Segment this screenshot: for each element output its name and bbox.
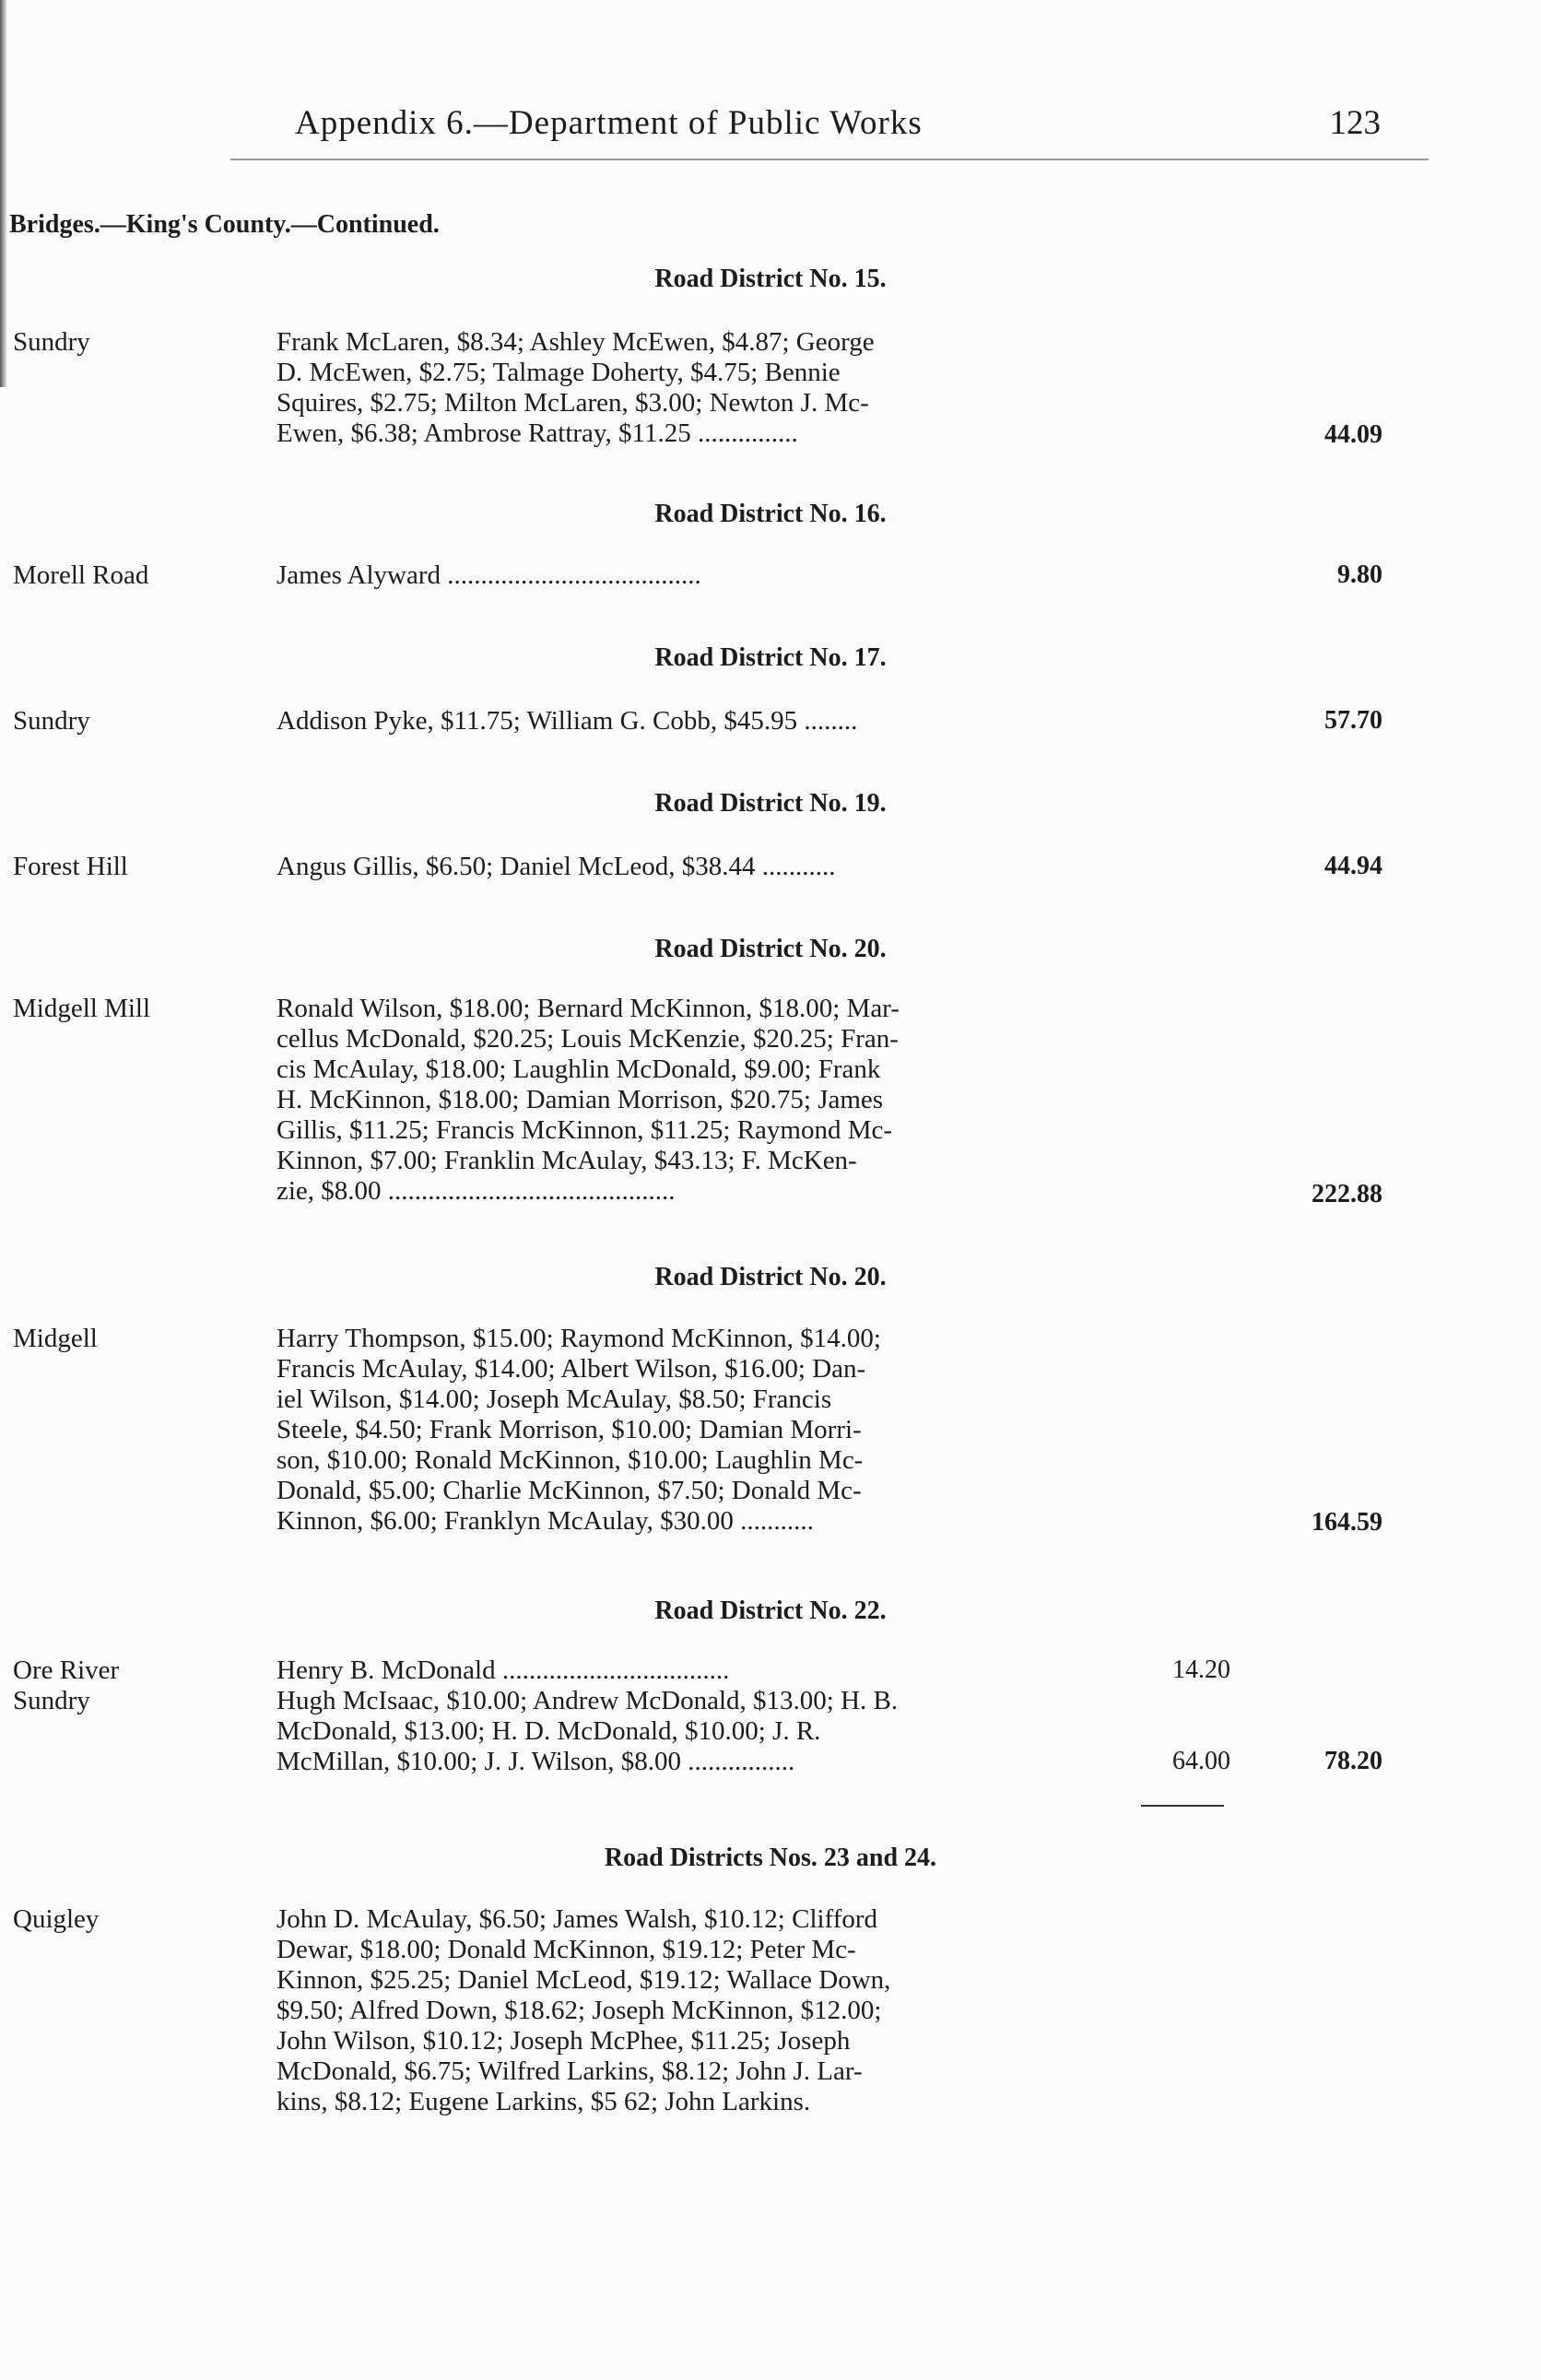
entry-line: Hugh McIsaac, $10.00; Andrew McDonald, $13.00; H. B.	[276, 1686, 899, 1715]
running-title: Appendix 6.—Department of Public Works	[295, 104, 923, 142]
entry-line: Henry B. McDonald ..................................	[276, 1655, 730, 1685]
district-heading: Road District No. 20.	[654, 1263, 887, 1291]
page-edge-shadow	[0, 0, 7, 387]
location-label: Midgell	[13, 1324, 98, 1353]
entry-line: Steele, $4.50; Frank Morrison, $10.00; Damian Morri-	[276, 1415, 862, 1444]
district-heading: Road District No. 17.	[654, 643, 887, 672]
entry-text	[276, 852, 1124, 882]
total-amount: 57.70	[1324, 706, 1382, 735]
entry-line: Frank McLaren, $8.34; Ashley McEwen, $4.87; George	[276, 327, 875, 357]
entry-line: John Wilson, $10.12; Joseph McPhee, $11.25; Joseph	[276, 2026, 851, 2056]
entry-line: Angus Gillis, $6.50; Daniel McLeod, $38.44 ...........	[276, 852, 836, 881]
district-heading: Road District No. 15.	[654, 265, 887, 293]
entry-line: Ewen, $6.38; Ambrose Rattray, $11.25 ...............	[276, 418, 798, 448]
entry-text	[276, 1324, 1124, 1537]
header-rule	[230, 159, 1429, 160]
total-amount: 44.09	[1324, 420, 1382, 449]
location-label: Sundry	[13, 706, 90, 736]
entry-text	[276, 1655, 1124, 1777]
page-number: 123	[1329, 104, 1381, 142]
district-heading: Road District No. 22.	[654, 1596, 887, 1625]
subtotal-rule	[1141, 1805, 1224, 1807]
total-amount: 9.80	[1337, 560, 1382, 589]
entry-line: McDonald, $6.75; Wilfred Larkins, $8.12; John J. Lar-	[276, 2056, 863, 2086]
location-label: Quigley	[13, 1904, 100, 1934]
entry-line: Ronald Wilson, $18.00; Bernard McKinnon, $18.00; Mar-	[276, 994, 900, 1023]
district-heading: Road District No. 16.	[654, 500, 887, 528]
entry-line: Kinnon, $25.25; Daniel McLeod, $19.12; Wallace Down,	[276, 1965, 891, 1995]
entry-line: McMillan, $10.00; J. J. Wilson, $8.00 ................	[276, 1747, 795, 1776]
entry-line: iel Wilson, $14.00; Joseph McAulay, $8.50; Francis	[276, 1384, 832, 1414]
entry-line: kins, $8.12; Eugene Larkins, $5 62; John Larkins.	[276, 2087, 811, 2116]
entry-line: cellus McDonald, $20.25; Louis McKenzie, $20.25; Fran-	[276, 1024, 899, 1054]
page-header	[295, 103, 1401, 149]
entry-line: $9.50; Alfred Down, $18.62; Joseph McKinnon, $12.00;	[276, 1996, 882, 2025]
entry-text	[276, 327, 1124, 449]
section-heading: Bridges.—King's County.—Continued.	[9, 210, 440, 239]
entry-text	[276, 560, 1124, 591]
entry-line: Kinnon, $6.00; Franklyn McAulay, $30.00 ...........	[276, 1506, 814, 1536]
entry-line: Addison Pyke, $11.75; William G. Cobb, $45.95 ........	[276, 706, 858, 736]
total-amount: 44.94	[1324, 852, 1382, 880]
total-amount: 164.59	[1312, 1508, 1382, 1537]
sub-amount: 64.00	[1172, 1747, 1230, 1775]
entry-line: Dewar, $18.00; Donald McKinnon, $19.12; Peter Mc-	[276, 1935, 856, 1964]
location-label: Forest Hill	[13, 852, 128, 881]
location-label: Sundry	[13, 327, 90, 357]
entry-line: H. McKinnon, $18.00; Damian Morrison, $20.75; James	[276, 1085, 884, 1114]
sub-amount: 14.20	[1172, 1655, 1230, 1684]
entry-line: Harry Thompson, $15.00; Raymond McKinnon, $14.00;	[276, 1324, 881, 1353]
location-label: Morell Road	[13, 560, 149, 590]
entry-line: Squires, $2.75; Milton McLaren, $3.00; Newton J. Mc-	[276, 388, 869, 418]
location-label: Ore River	[13, 1655, 120, 1685]
entry-line: McDonald, $13.00; H. D. McDonald, $10.00; J. R.	[276, 1716, 821, 1746]
entry-line: D. McEwen, $2.75; Talmage Doherty, $4.75; Bennie	[276, 358, 841, 387]
entry-text	[276, 1904, 1124, 2117]
entry-line: John D. McAulay, $6.50; James Walsh, $10.12; Clifford	[276, 1904, 878, 1934]
location-label: Midgell Mill	[13, 994, 151, 1023]
district-heading: Road District No. 19.	[654, 789, 887, 818]
entry-line: Gillis, $11.25; Francis McKinnon, $11.25; Raymond Mc-	[276, 1115, 893, 1145]
district-heading: Road District No. 20.	[654, 935, 887, 963]
entry-line: James Alyward ......................................	[276, 560, 701, 590]
entry-line: Francis McAulay, $14.00; Albert Wilson, $16.00; Dan-	[276, 1354, 866, 1384]
entry-line: Donald, $5.00; Charlie McKinnon, $7.50; Donald Mc-	[276, 1476, 862, 1505]
entry-line: Kinnon, $7.00; Franklin McAulay, $43.13; F. McKen-	[276, 1146, 857, 1175]
entry-line: cis McAulay, $18.00; Laughlin McDonald, $9.00; Frank	[276, 1055, 881, 1084]
district-heading: Road Districts Nos. 23 and 24.	[604, 1844, 937, 1872]
entry-line: son, $10.00; Ronald McKinnon, $10.00; Laughlin Mc-	[276, 1445, 864, 1475]
entry-text	[276, 706, 1124, 736]
location-label: Sundry	[13, 1686, 90, 1715]
entry-text	[276, 994, 1124, 1207]
entry-line: zie, $8.00 ...........................................	[276, 1176, 676, 1206]
total-amount: 78.20	[1324, 1747, 1382, 1775]
total-amount: 222.88	[1312, 1180, 1382, 1208]
